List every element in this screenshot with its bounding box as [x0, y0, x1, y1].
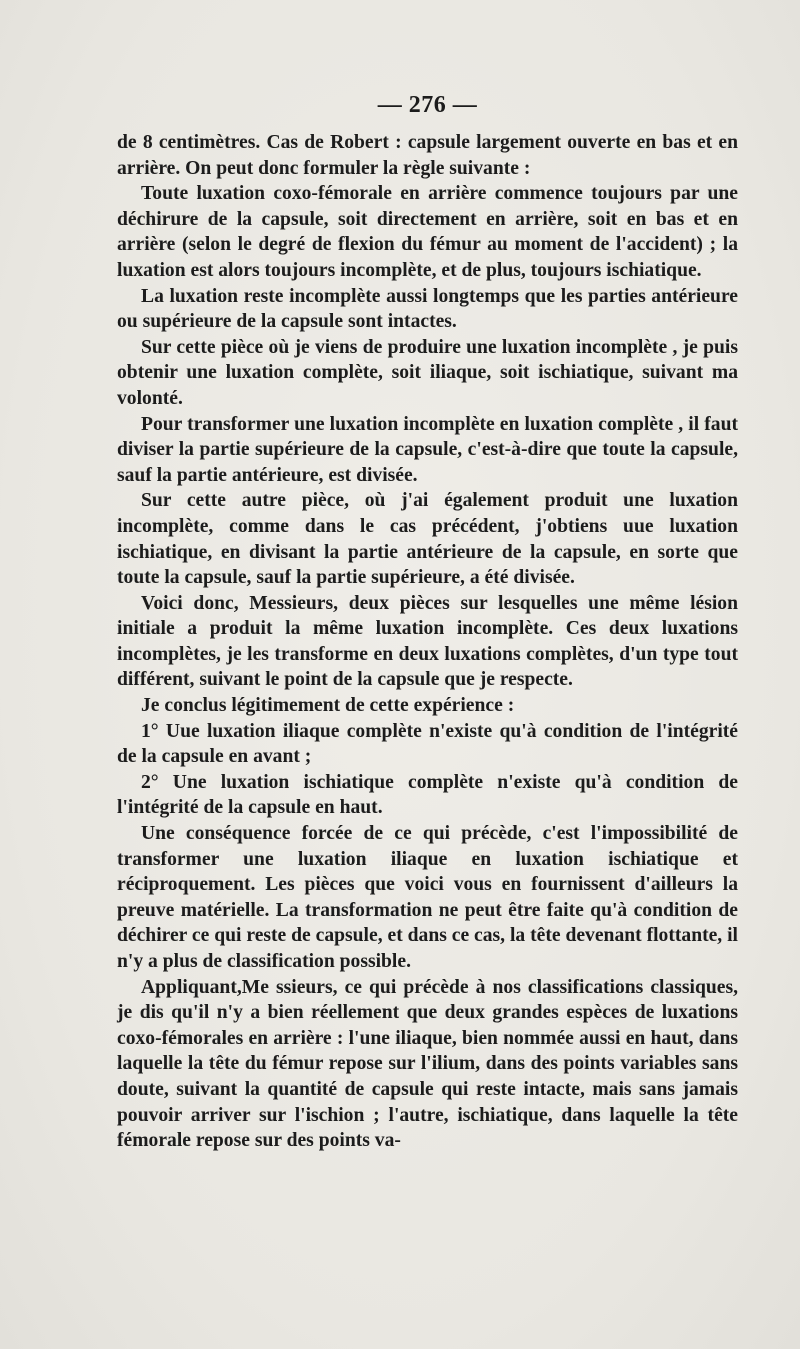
paragraph: Sur cette pièce où je viens de produire une luxation incomplète , je puis obtenir une luxation complète, soit iliaque, soit ischiatique, suivant ma volonté.	[117, 336, 738, 409]
paragraph: Voici donc, Messieurs, deux pièces sur lesquelles une même lésion initiale a produit la même luxation incomplète. Ces deux luxations incomplètes, je les transforme en deux luxations complètes, d'un type tout différent, suivant le point de la capsule que je respecte.	[117, 592, 738, 691]
paragraph: Pour transformer une luxation incomplète en luxation complète , il faut diviser la partie supérieure de la capsule, c'est-à-dire que toute la capsule, sauf la partie antérieure, est divisée.	[117, 413, 738, 486]
paragraph: 2° Une luxation ischiatique complète n'existe qu'à condition de l'intégrité de la capsule en haut.	[117, 771, 738, 819]
paragraph: La luxation reste incomplète aussi longtemps que les parties antérieure ou supérieure de la capsule sont intactes.	[117, 285, 738, 333]
page-number: — 276 —	[377, 92, 478, 118]
paragraph: Une conséquence forcée de ce qui précède, c'est l'impossibilité de transformer une luxation iliaque en luxation ischiatique et réciproquement. Les pièces que voici vous en fournissent d'ailleurs la preuve matérielle. La transformation ne peut être faite qu'à condition de déchirer ce qui reste de capsule, et dans ce cas, la tête devenant flottante, il n'y a plus de classification possible.	[117, 823, 738, 972]
paragraph: Sur cette autre pièce, où j'ai également produit une luxation incomplète, comme dans le cas précédent, j'obtiens uue luxation ischiatique, en divisant la partie antérieure de la capsule, en sorte que toute la capsule, sauf la partie supérieure, a été divisée.	[117, 490, 738, 589]
paragraph: Toute luxation coxo-fémorale en arrière commence toujours par une déchirure de la capsule, soit directement en arrière, soit en bas et en arrière (selon le degré de flexion du fémur au moment de l'accident) ; la luxation est alors toujours incomplète, et de plus, toujours ischiatique.	[117, 183, 738, 281]
body-text	[117, 130, 738, 1154]
paragraph: Je conclus légitimement de cette expérience :	[141, 695, 515, 717]
paragraph: Appliquant,Me ssieurs, ce qui précède à nos classifications classiques, je dis qu'il n'y a bien réellement que deux grandes espèces de luxations coxo-fémorales en arrière : l'une iliaque, bien nommée aussi en haut, dans laquelle la tête du fémur repose sur l'ilium, dans des points variables sans doute, suivant la quantité de capsule qui reste intacte, mais sans jamais pouvoir arriver sur l'ischion ; l'autre, ischiatique, dans laquelle la tête fémorale repose sur des points va-	[117, 976, 738, 1152]
paragraph: 1° Uue luxation iliaque complète n'existe qu'à condition de l'intégrité de la capsule en avant ;	[117, 720, 738, 768]
paragraph: de 8 centimètres. Cas de Robert : capsule largement ouverte en bas et en arrière. On peut donc formuler la règle suivante :	[117, 132, 738, 179]
